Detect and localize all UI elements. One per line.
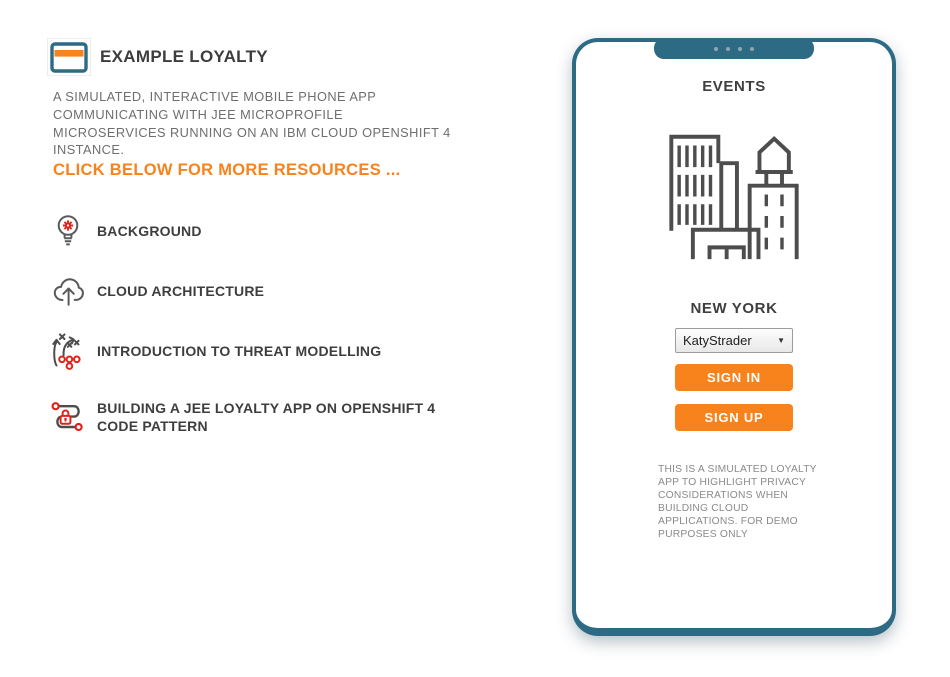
notch-dot [726,47,730,51]
sign-up-button[interactable]: SIGN UP [675,404,793,431]
city-label: NEW YORK [690,300,778,317]
disclaimer-text: THIS IS A SIMULATED LOYALTY APP TO HIGHLIGHT PRIVACY CONSIDERATIONS WHEN BUILDING CLOUD APPLICATIONS. FOR DEMO PURPOSES ONLY [658,464,817,540]
resource-item-cloud-architecture[interactable] [49,271,264,311]
sign-in-button[interactable]: SIGN IN [675,364,793,391]
lightbulb-gear-icon [49,211,87,251]
panel-header [47,38,268,76]
phone-notch [654,38,814,59]
user-select[interactable] [675,328,793,353]
loyalty-card-icon-svg [50,42,88,73]
app-description: A SIMULATED, INTERACTIVE MOBILE PHONE APP COMMUNICATING WITH JEE MICROPROFILE MICROSERVICES RUNNING ON AN IBM CLOUD OPENSHIFT 4 INSTANCE. [53,89,451,158]
loyalty-card-icon [47,38,91,76]
chevron-down-icon: ▼ [777,336,785,345]
resource-item-code-pattern[interactable] [49,397,455,437]
resource-item-threat-modelling[interactable] [49,331,381,371]
cloud-upload-icon [49,271,87,311]
resources-link[interactable]: CLICK BELOW FOR MORE RESOURCES ... [53,161,401,179]
resource-label: BACKGROUND [97,223,202,239]
resource-label: BUILDING A JEE LOYALTY APP ON OPENSHIFT 4 CODE PATTERN [97,400,436,434]
phone-mockup [572,38,896,636]
notch-dot [738,47,742,51]
user-select-value: KatyStrader [683,333,752,348]
notch-dot [714,47,718,51]
secure-path-icon [49,397,87,437]
notch-dot [750,47,754,51]
resource-label: INTRODUCTION TO THREAT MODELLING [97,343,382,359]
screen-title: EVENTS [702,78,766,95]
resource-item-background[interactable] [49,211,202,251]
city-illustration [660,124,808,266]
strategy-icon [49,331,87,371]
page-title: EXAMPLE LOYALTY [100,47,268,66]
resource-label: CLOUD ARCHITECTURE [97,283,265,299]
